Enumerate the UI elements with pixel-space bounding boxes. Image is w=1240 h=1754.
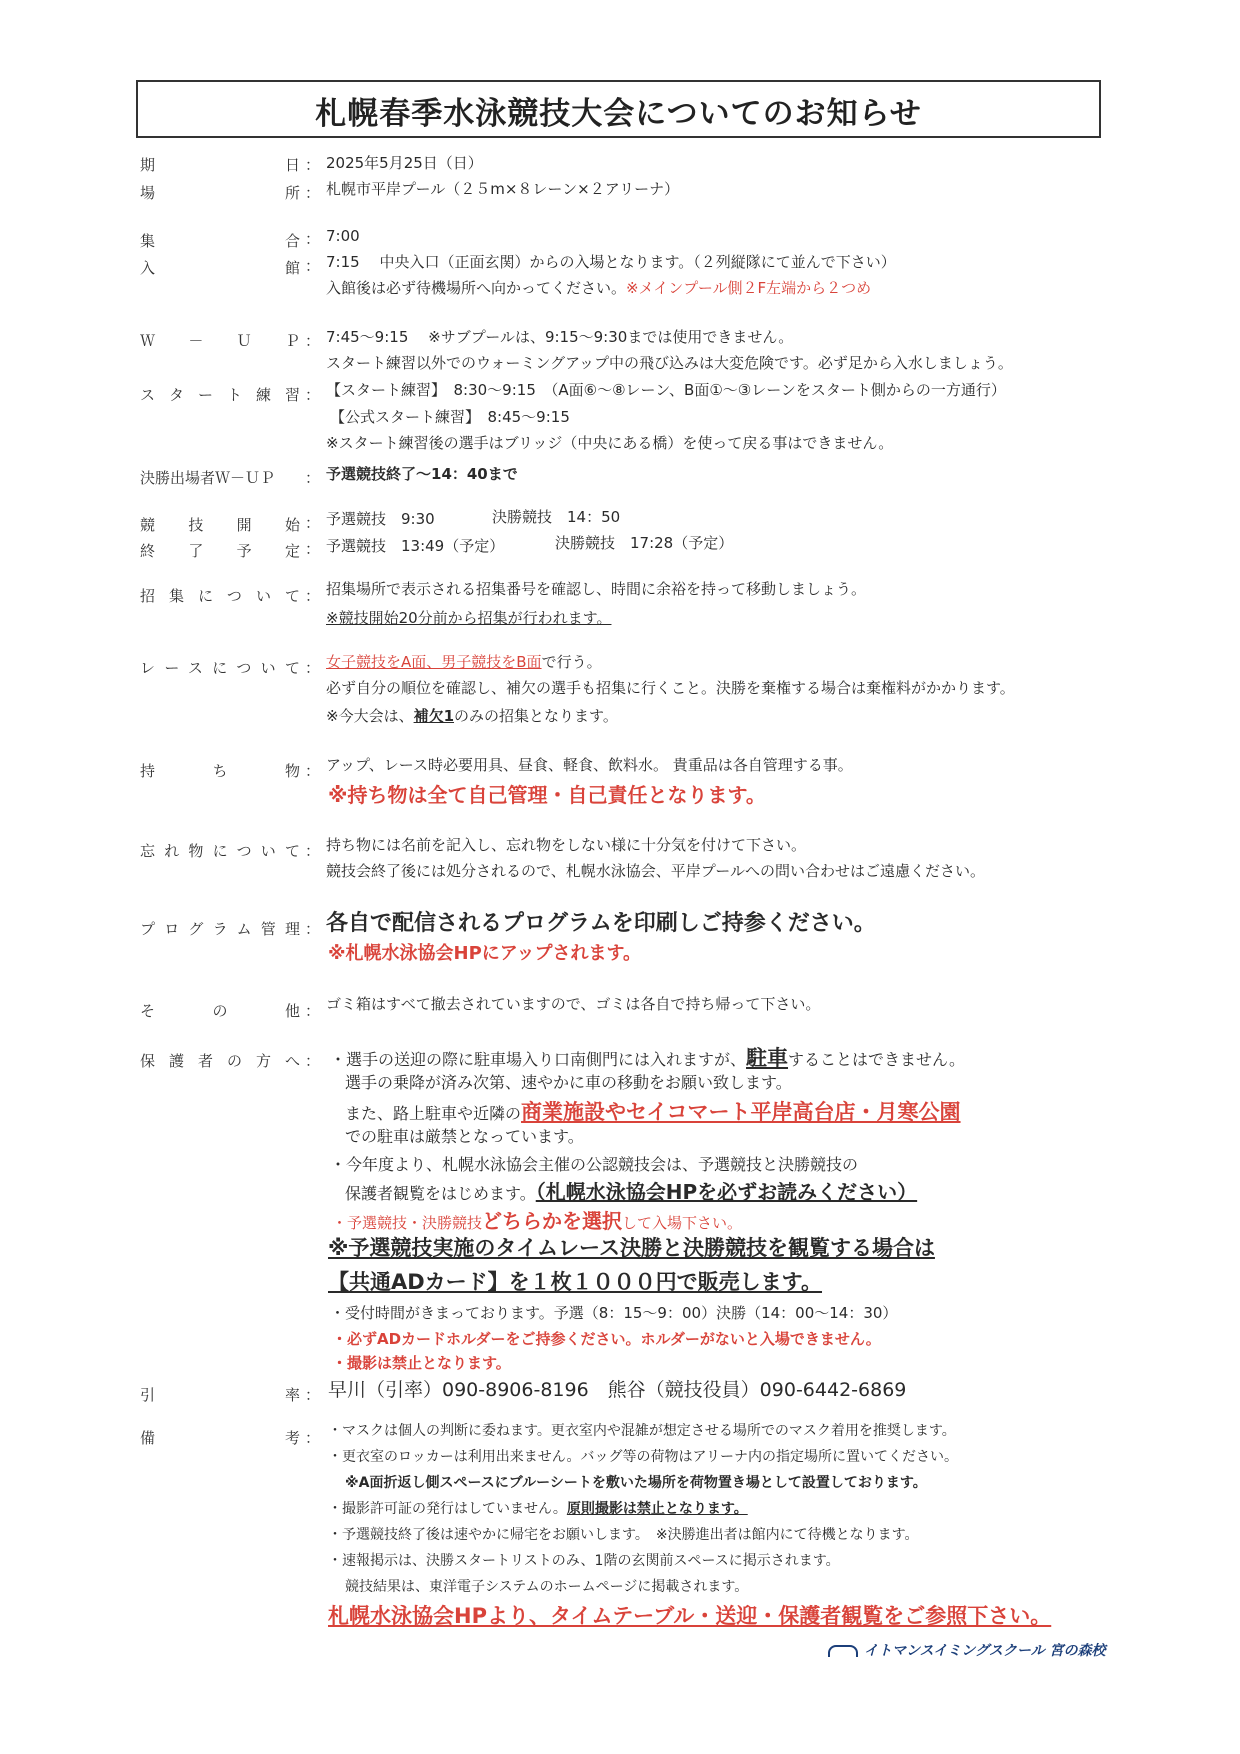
guardian-line12: ・撮影は禁止となります。 [332,1354,511,1372]
items-line2: ※持ち物は全て自己管理・自己責任となります。 [328,783,766,807]
colon: ： [305,1386,321,1404]
colon: ： [305,514,321,532]
colon: ： [305,230,321,248]
notes-line5: ・予選競技終了後は速やかに帰宅をお願いします。 ※決勝進出者は館内にて待機となります。 [328,1527,919,1543]
wup-value: 7:45〜9:15 ※サブプールは、9:15〜9:30までは使用できません。 [326,328,794,346]
colon: ： [305,156,321,174]
label-program: プログラム管理 [140,920,300,938]
guardian-line3: また、路上駐車や近隣の商業施設やセイコマート平岸高台店・月寒公園 [345,1100,961,1124]
guardian-line10: ・受付時間がきまっております。予選（8：15〜9：00）決勝（14：00〜14：30） [330,1304,898,1322]
entry-line2: 入館後は必ず待機場所へ向かってください。※メインプール側２F左端から２つめ [326,279,872,297]
notes-line3: ※A面折返し側スペースにブルーシートを敷いた場所を荷物置き場として設置しております。 [345,1475,927,1491]
label-assembly: 集合 [140,232,300,250]
start-prelim: 予選競技 9:30 [326,510,435,528]
guardian-line11: ・必ずADカードホルダーをご持参ください。ホルダーがないと入場できません。 [332,1330,881,1348]
assembly-value: 7:00 [326,227,360,245]
logo-icon [828,1645,858,1657]
notes-line7: 競技結果は、東洋電子システムのホームページに掲載されます。 [345,1579,749,1595]
guardian-line4: での駐車は厳禁となっています。 [345,1127,584,1146]
lost-line2: 競技会終了後には処分されるので、札幌水泳協会、平岸プールへの問い合わせはご遠慮ください。 [326,862,985,880]
notes-line8: 札幌水泳協会HPより、タイムテーブル・送迎・保護者観覧をご参照下さい。 [328,1604,1052,1628]
start-practice-line2: 【公式スタート練習】 8:45〜9:15 [330,408,570,426]
label-entry: 入館 [140,259,300,277]
label-end: 終了予定 [140,542,300,560]
label-date: 期日 [140,156,300,174]
colon: ： [305,332,321,350]
colon: ： [305,1002,321,1020]
page-title: 札幌春季水泳競技大会についてのお知らせ [315,96,922,132]
guardian-line9: 【共通ADカード】を１枚１０００円で販売します。 [328,1270,823,1294]
race-line3: ※今大会は、補欠1のみの招集となります。 [326,707,618,725]
guardian-line5: ・今年度より、札幌水泳協会主催の公認競技会は、予選競技と決勝競技の [330,1155,859,1174]
race-value: 女子競技をA面、男子競技をB面で行う。 [326,653,602,671]
title-box [136,80,1101,138]
colon: ： [305,386,321,404]
lost-value: 持ち物には名前を記入し、忘れ物をしない様に十分気を付けて下さい。 [326,836,807,854]
notes-line1: ・マスクは個人の判断に委ねます。更衣室内や混雑が想定させる場所でのマスク着用を推奨します。 [328,1423,956,1439]
colon: ： [305,257,321,275]
entry-value: 7:15 中央入口（正面玄関）からの入場となります。（２列縦隊にて並んで下さい） [326,253,896,271]
program-line2: ※札幌水泳協会HPにアップされます。 [328,943,642,964]
colon: ： [305,1429,321,1447]
venue-value: 札幌市平岸プール（２５m×８レーン×２アリーナ） [326,180,680,198]
label-race: レースについて [140,659,300,677]
label-start: 競技開始 [140,516,300,534]
guardian-line8: ※予選競技実施のタイムレース決勝と決勝競技を観覧する場合は [328,1236,935,1260]
label-wup: Ｗ－ＵＰ [140,332,300,350]
end-final: 決勝競技 17:28（予定） [555,534,734,552]
colon: ： [305,762,321,780]
label-other: その他 [140,1002,300,1020]
label-notes: 備考 [140,1429,300,1447]
colon: ： [305,1052,321,1070]
call-value: 招集場所で表示される招集番号を確認し、時間に余裕を持って移動しましょう。 [326,580,867,598]
guardian-line2: 選手の乗降が済み次第、速やかに車の移動をお願い致します。 [345,1073,792,1092]
final-wup-value: 予選競技終了〜14：40まで [326,465,518,483]
colon: ： [305,920,321,938]
colon: ： [305,184,321,202]
escort-value: 早川（引率）090-8906-8196 熊谷（競技役員）090-6442-6869 [328,1379,907,1401]
label-items: 持ち物 [140,762,300,780]
notes-line6: ・速報掲示は、決勝スタートリストのみ、1階の玄関前スペースに掲示されます。 [328,1553,840,1569]
colon: ： [305,659,321,677]
start-practice-line3: ※スタート練習後の選手はブリッジ（中央にある橋）を使って戻る事はできません。 [326,434,894,452]
start-final: 決勝競技 14：50 [492,508,621,526]
colon: ： [305,587,321,605]
start-practice-value: 【スタート練習】 8:30〜9:15 （A面⑥〜⑧レーン、B面①〜③レーンをスタート側からの一方通行） [326,381,1006,399]
guardian-line1: ・選手の送迎の際に駐車場入り口南側門には入れますが、駐車することはできません。 [330,1046,965,1070]
label-escort: 引率 [140,1386,300,1404]
end-prelim: 予選競技 13:49（予定） [326,537,505,555]
label-guardian: 保護者の方へ [140,1052,300,1070]
label-call: 招集について [140,587,300,605]
date-value: 2025年5月25日（日） [326,154,483,172]
label-final-wup: 決勝出場者Ｗ－ＵＰ [140,469,276,487]
guardian-line7: ・予選競技・決勝競技どちらかを選択して入場下さい。 [332,1209,743,1233]
call-line2: ※競技開始20分前から招集が行われます。 [326,609,612,627]
colon: ： [305,469,321,487]
notes-line2: ・更衣室のロッカーは利用出来ません。バッグ等の荷物はアリーナ内の指定場所に置いてください。 [328,1449,958,1465]
program-value: 各自で配信されるプログラムを印刷しご持参ください。 [326,911,876,936]
wup-line2: スタート練習以外でのウォーミングアップ中の飛び込みは大変危険です。必ず足から入水しましょう。 [326,354,1013,372]
colon: ： [305,842,321,860]
label-venue: 場所 [140,184,300,202]
label-start-practice: スタート練習 [140,386,300,404]
notes-line4: ・撮影許可証の発行はしていません。原則撮影は禁止となります。 [328,1501,748,1517]
guardian-line6: 保護者観覧をはじめます。（札幌水泳協会HPを必ずお読みください） [345,1180,918,1204]
items-value: アップ、レース時必要用具、昼食、軽食、飲料水。 貴重品は各自管理する事。 [326,756,853,774]
colon: ： [305,540,321,558]
other-value: ゴミ箱はすべて撤去されていますので、ゴミは各自で持ち帰って下さい。 [326,995,821,1013]
race-line2: 必ず自分の順位を確認し、補欠の選手も招集に行くこと。決勝を棄権する場合は棄権料がかかります。 [326,679,1015,697]
label-lost: 忘れ物について [140,842,300,860]
school-logo: イトマンスイミングスクール 宮の森校 [828,1640,1105,1660]
